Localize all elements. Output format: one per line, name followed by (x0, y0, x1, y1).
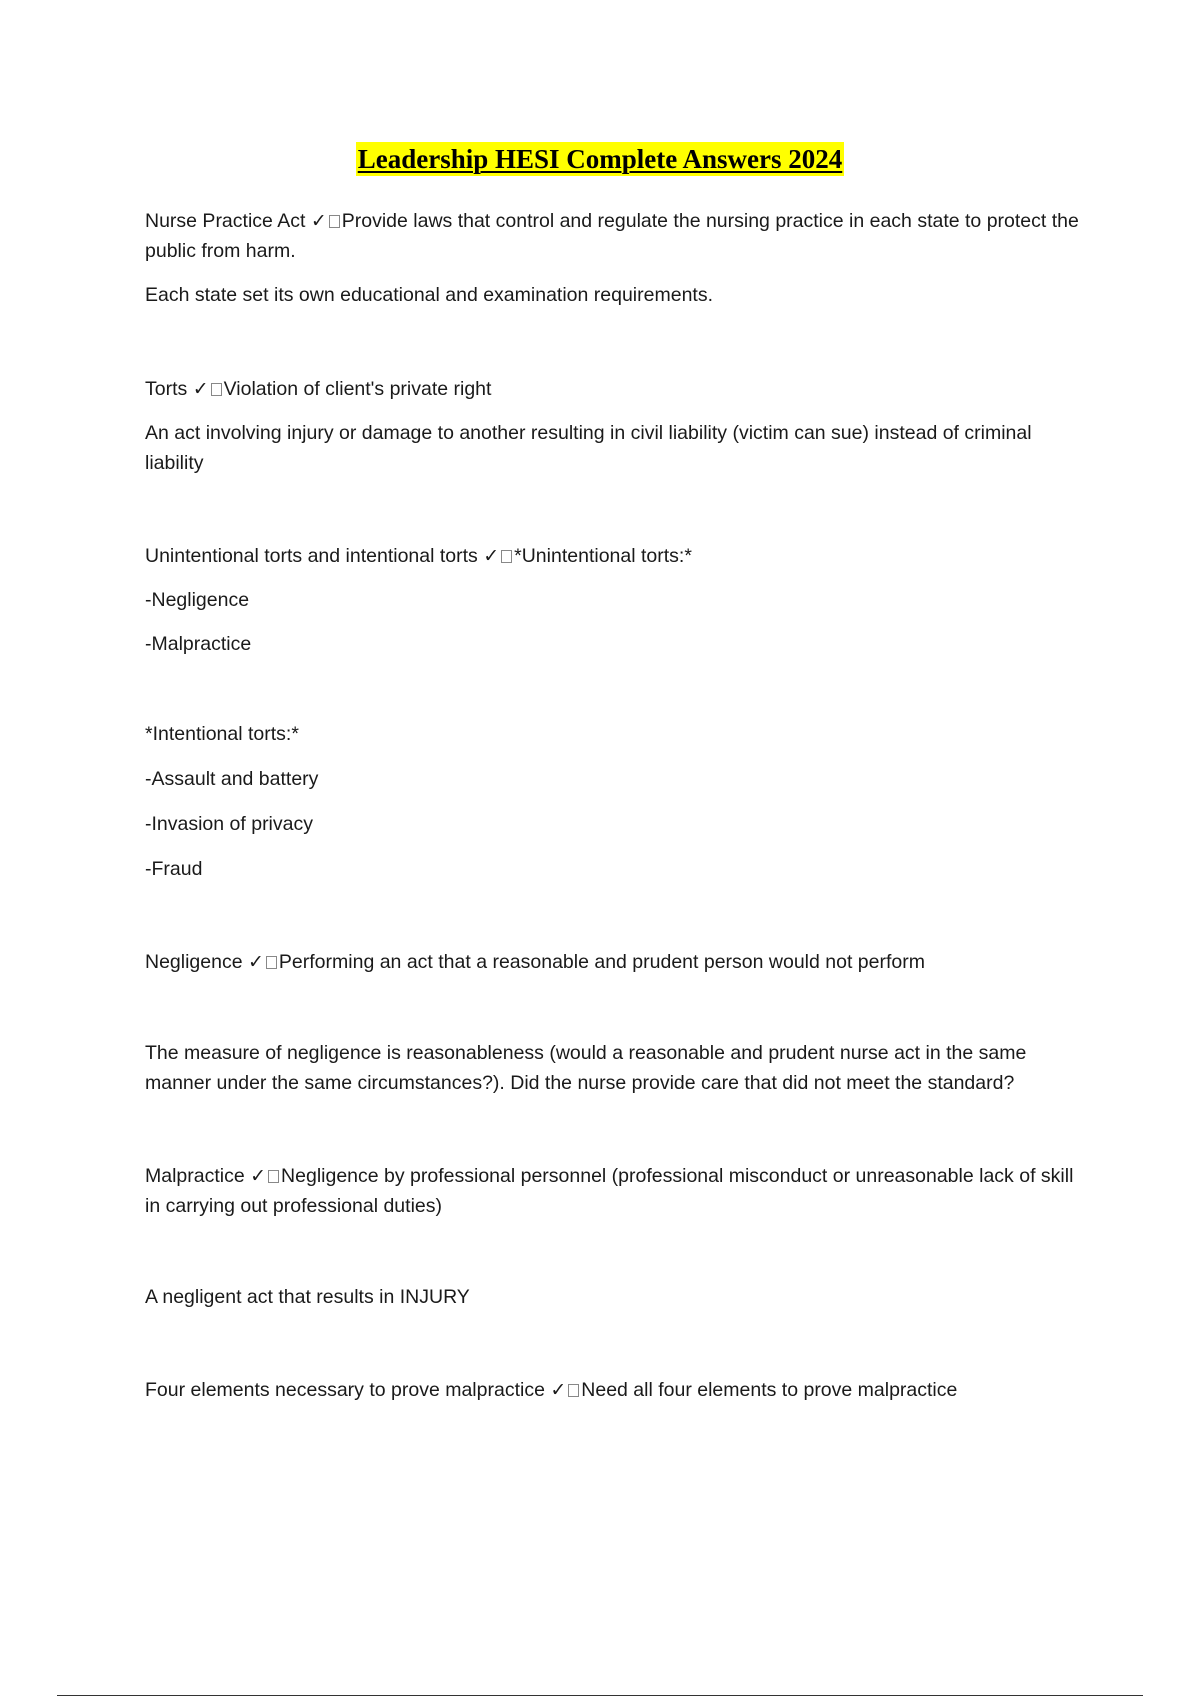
checkbox-box-icon (268, 1170, 279, 1183)
entry-note: The measure of negligence is reasonableness (would a reasonable and prudent nurse act in the same manner under the same circumstances?). Did the nurse provide care that did not meet the standard? (145, 1042, 1027, 1094)
entry-four-elements (145, 1375, 1090, 1405)
entry-term: Malpractice (145, 1165, 245, 1187)
entry-subheading: *Intentional torts:* (145, 723, 299, 745)
list-item: -Negligence (145, 589, 250, 611)
checkbox-box-icon (568, 1384, 579, 1397)
checkmark-icon: ✓ (310, 210, 327, 232)
entry-term: Torts (145, 378, 188, 400)
entry-term: Negligence (145, 951, 243, 973)
entry-malpractice (145, 1161, 1090, 1221)
entry-definition: Need all four elements to prove malpractice (581, 1379, 958, 1401)
checkmark-icon: ✓ (550, 1379, 567, 1401)
entry-note: Each state set its own educational and examination requirements. (145, 284, 713, 306)
checkbox-box-icon (266, 956, 277, 969)
entry-definition: Violation of client's private right (223, 378, 492, 400)
list-item: -Fraud (145, 858, 203, 880)
entry-nurse-practice-act (145, 206, 1090, 266)
entry-definition: Performing an act that a reasonable and prudent person would not perform (278, 951, 925, 973)
entry-definition: *Unintentional torts:* (514, 545, 692, 567)
checkmark-icon: ✓ (248, 951, 264, 973)
list-item: -Malpractice (145, 633, 252, 655)
entry-definition: Provide laws that control and regulate the nursing practice in each state to protect the public from harm. (145, 210, 1079, 262)
checkbox-box-icon (211, 383, 222, 396)
entry-note: A negligent act that results in INJURY (145, 1286, 470, 1308)
list-item: -Invasion of privacy (145, 813, 313, 835)
entry-term: Four elements necessary to prove malpractice (145, 1379, 545, 1401)
checkmark-icon: ✓ (483, 545, 500, 567)
checkmark-icon: ✓ (192, 378, 209, 400)
entry-term: Nurse Practice Act (145, 210, 306, 232)
entry-torts-types (145, 541, 1090, 571)
document-title: Leadership HESI Complete Answers 2024 (357, 144, 843, 174)
document-body (145, 206, 1090, 1405)
list-item: -Assault and battery (145, 768, 319, 790)
checkbox-box-icon (329, 215, 340, 228)
entry-definition: Negligence by professional personnel (professional misconduct or unreasonable lack of skill in carrying out professional duties) (145, 1165, 1074, 1217)
entry-negligence (145, 947, 1090, 977)
entry-note: An act involving injury or damage to another resulting in civil liability (victim can sue) instead of criminal liability (145, 422, 1032, 474)
checkbox-box-icon (501, 550, 512, 563)
footer-divider (57, 1695, 1143, 1696)
entry-torts (145, 374, 1090, 404)
title-block (0, 142, 1200, 176)
entry-term: Unintentional torts and intentional torts (145, 545, 478, 567)
checkmark-icon: ✓ (250, 1165, 267, 1187)
